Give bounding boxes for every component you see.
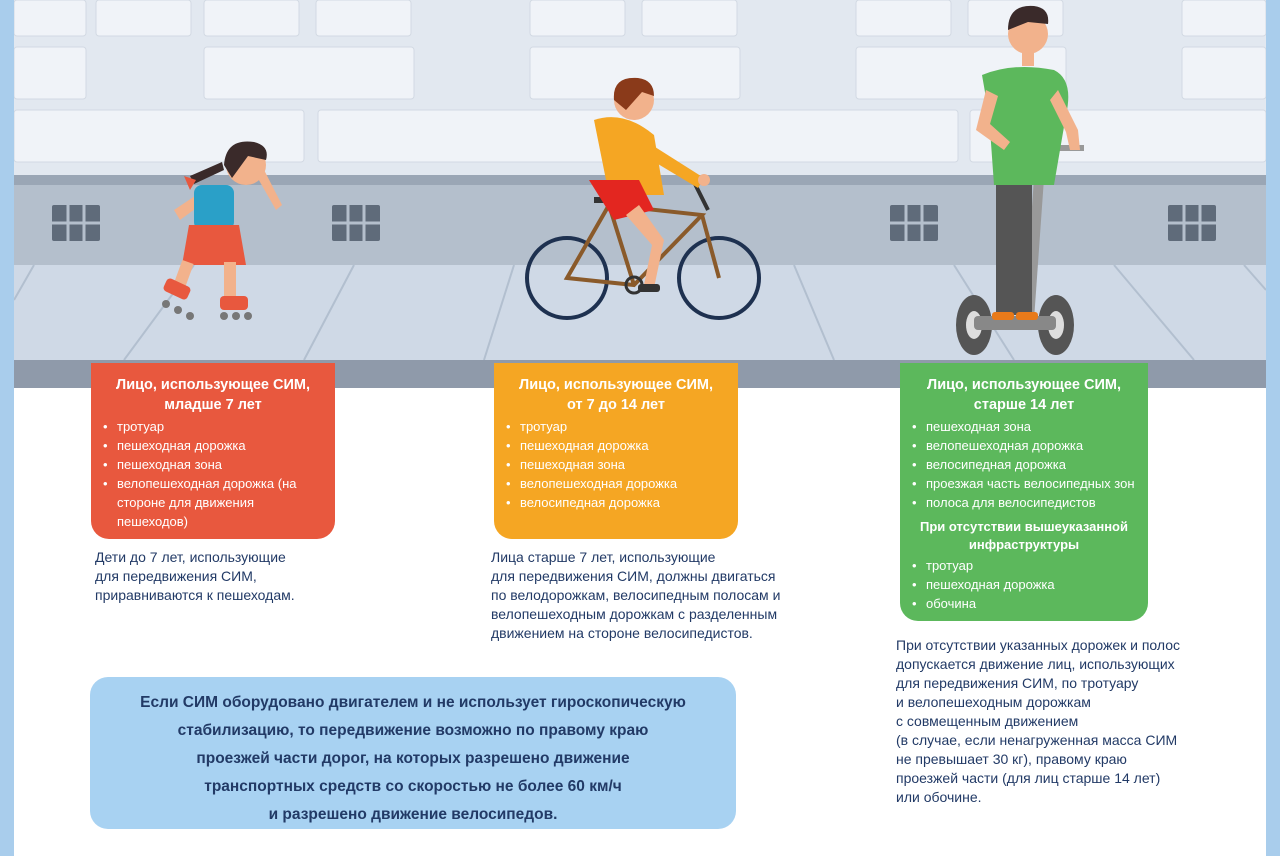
infographic-page <box>14 0 1266 856</box>
list-item: • велопешеходная дорожка (на стороне для движения пешеходов) <box>101 474 325 531</box>
note-under-7: Дети до 7 лет, использующие для передвижения СИМ, приравниваются к пешеходам. <box>95 549 295 603</box>
card-7-to-14-title: Лицо, использующее СИМ, от 7 до 14 лет <box>519 377 713 413</box>
card-under-7 <box>91 363 335 539</box>
list-item: • полоса для велосипедистов <box>910 493 1138 512</box>
card-over-14 <box>900 363 1148 621</box>
list-item: • пешеходная дорожка <box>910 575 1138 594</box>
card-7-to-14 <box>494 363 738 539</box>
list-item: • тротуар <box>910 556 1138 575</box>
list-item: • обочина <box>910 594 1138 613</box>
card-under-7-title: Лицо, использующее СИМ, младше 7 лет <box>116 377 310 413</box>
list-item: • велопешеходная дорожка <box>910 436 1138 455</box>
card-over-14-title: Лицо, использующее СИМ, старше 14 лет <box>927 377 1121 413</box>
list-item: • велосипедная дорожка <box>910 455 1138 474</box>
note-7-to-14: Лица старше 7 лет, использующие для передвижения СИМ, должны двигаться по велодорожкам, велосипедным полосам и велопешеходным дорожкам с разделенным движением на стороне велосипедистов. <box>491 549 781 641</box>
card-over-14-list <box>910 417 1138 512</box>
list-item: • пешеходная дорожка <box>504 436 728 455</box>
list-item: • пешеходная зона <box>910 417 1138 436</box>
list-item: • велосипедная дорожка <box>504 493 728 512</box>
card-over-14-fallback-list <box>910 556 1138 613</box>
note-over-14: При отсутствии указанных дорожек и полос допускается движение лиц, использующих для передвижения СИМ, по тротуару и велопешеходным дорожкам с совмещенным движением (в случае, если ненагруженная масса СИМ не превышает 30 кг), правому краю проезжей части (для лиц старше 14 лет) или обочине. <box>896 637 1181 805</box>
list-item: • пешеходная зона <box>504 455 728 474</box>
list-item: • проезжая часть велосипедных зон <box>910 474 1138 493</box>
motor-sim-banner: Если СИМ оборудовано двигателем и не использует гироскопическую стабилизацию, то передвижение возможно по правому краю проезжей части дорог, на которых разрешено движение транспортных средств со скоростью не более 60 км/ч и разрешено движение велосипедов. <box>90 677 736 829</box>
list-item: • пешеходная зона <box>101 455 325 474</box>
list-item: • тротуар <box>504 417 728 436</box>
card-under-7-list <box>101 417 325 531</box>
list-item: • велопешеходная дорожка <box>504 474 728 493</box>
card-over-14-subheading: При отсутствии вышеуказанной инфраструктуры <box>920 519 1128 552</box>
street-illustration <box>14 0 1266 388</box>
list-item: • тротуар <box>101 417 325 436</box>
card-7-to-14-list <box>504 417 728 512</box>
list-item: • пешеходная дорожка <box>101 436 325 455</box>
